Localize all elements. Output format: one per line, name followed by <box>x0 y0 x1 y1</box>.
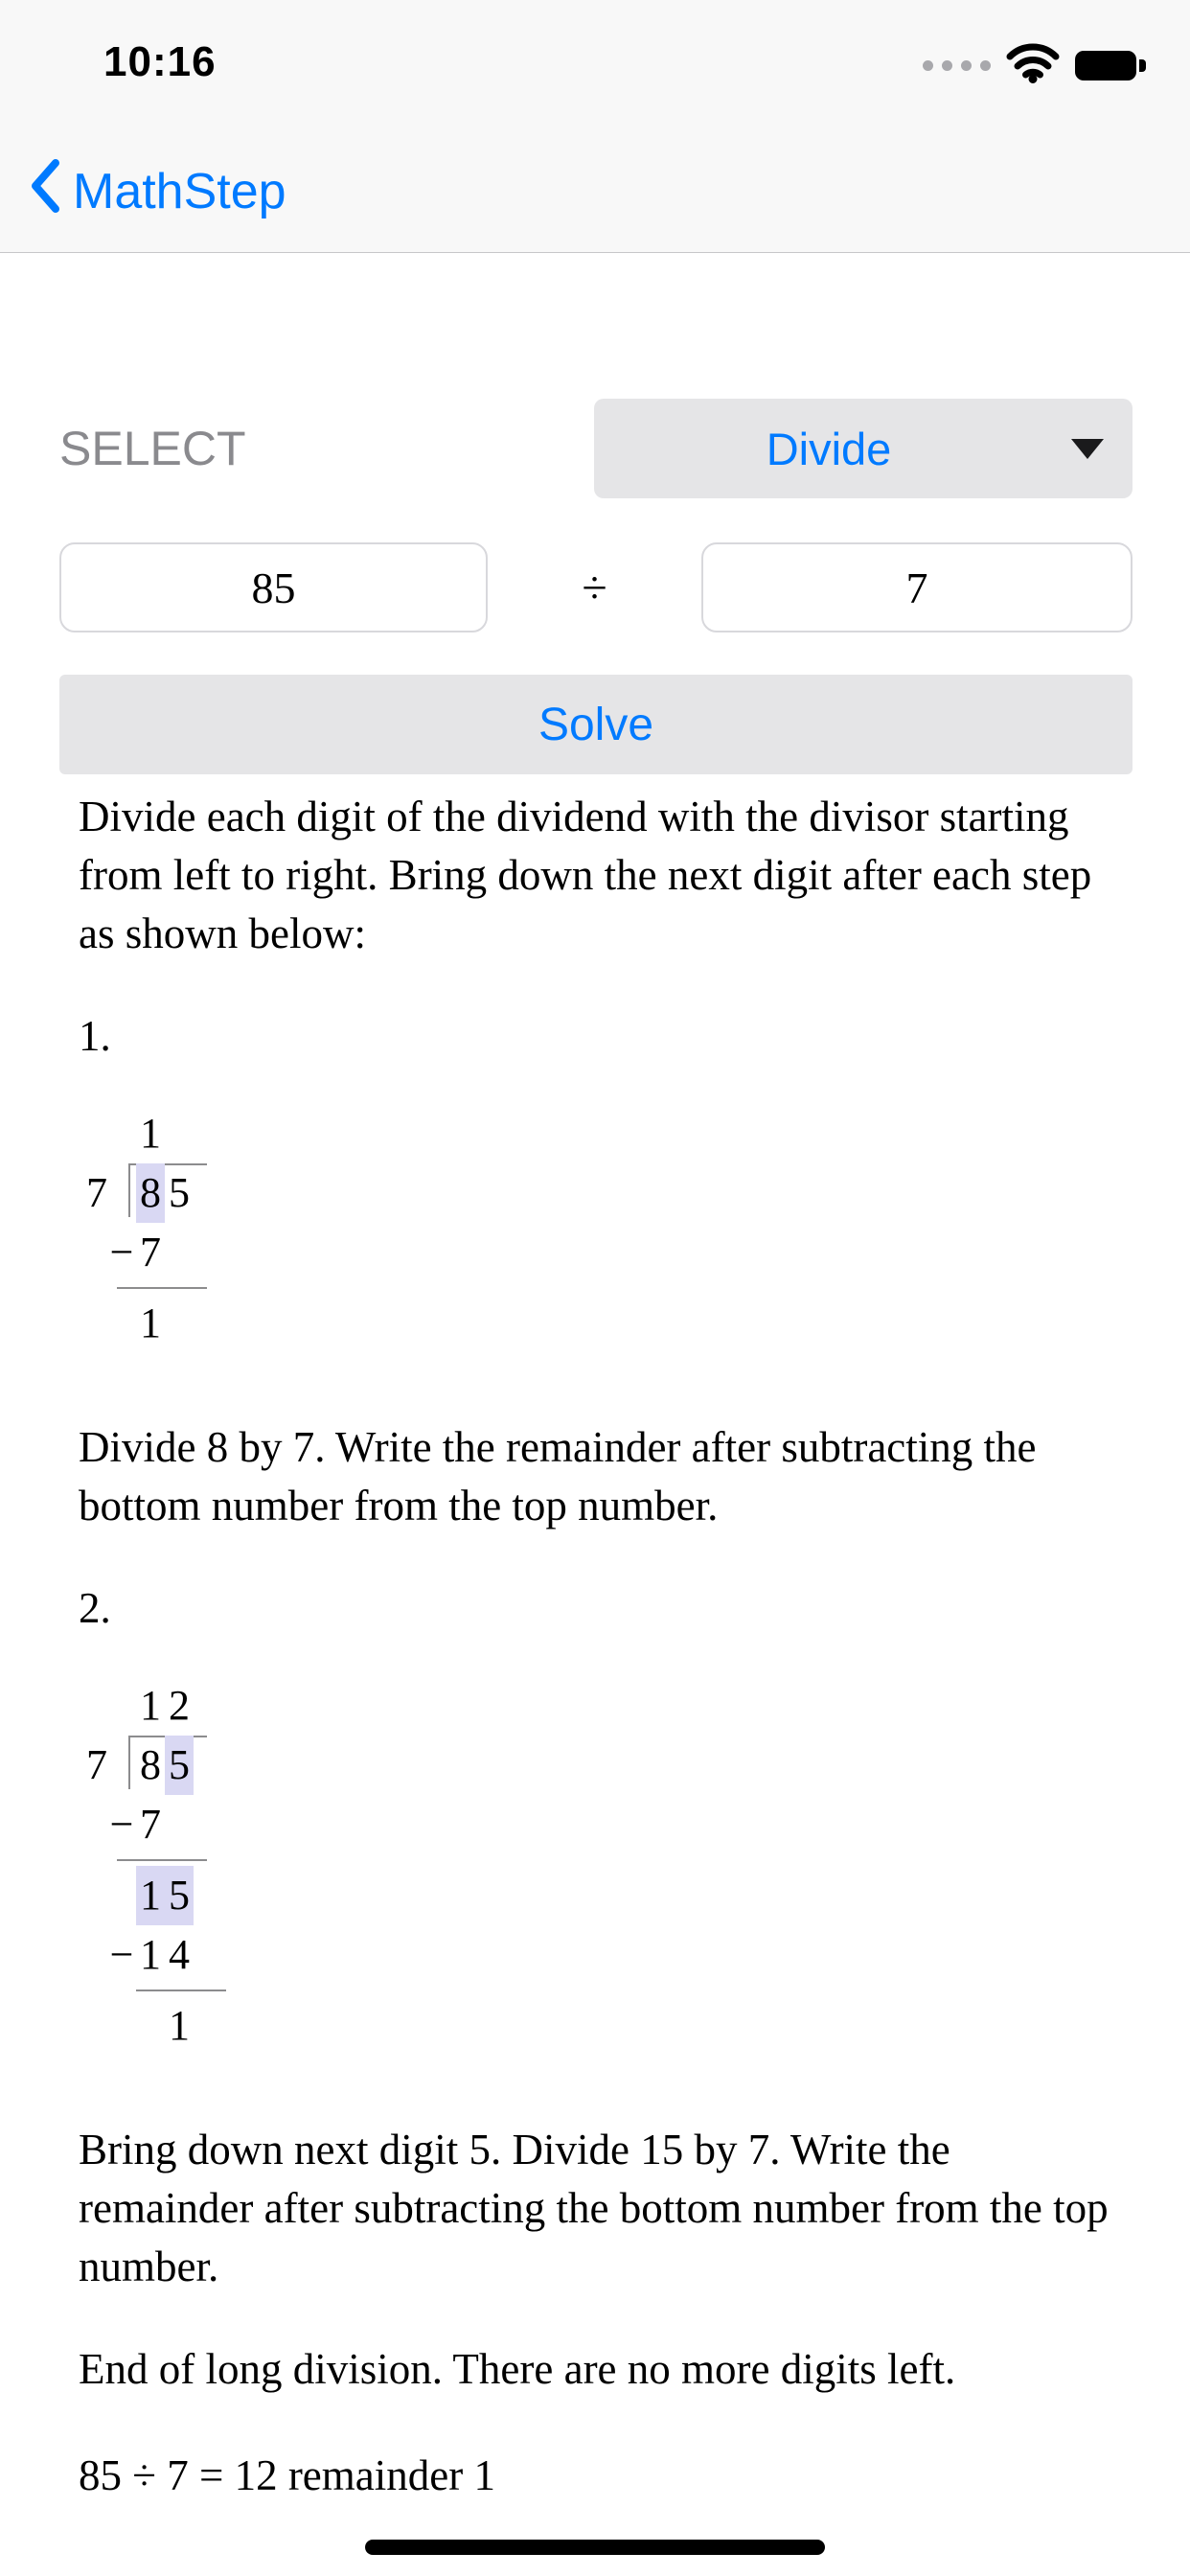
long-division-tableau <box>82 1676 312 2056</box>
tableau-rule-line <box>136 1990 226 1991</box>
digit-cell: 7 <box>140 1801 161 1848</box>
long-division-tableau <box>82 1104 312 1353</box>
digit-cell: 5 <box>169 1169 190 1216</box>
tableau-row <box>82 1294 293 1353</box>
step-number: 2. <box>79 1584 111 1632</box>
tableau-row <box>82 1866 293 1925</box>
tableau-rule-line <box>117 1859 207 1861</box>
signal-dot-icon <box>980 60 991 71</box>
divide-sign: ÷ <box>582 562 607 613</box>
digit-cell: 8 <box>136 1163 165 1223</box>
digit-cell: 2 <box>169 1682 190 1729</box>
status-nav-header <box>0 0 1190 253</box>
digit-cell: 1 <box>169 2002 190 2049</box>
tableau-row <box>82 1925 293 1985</box>
tableau-rule-line <box>117 1287 207 1289</box>
digit-cell: 5 <box>165 1866 194 1925</box>
chevron-left-icon <box>29 158 61 226</box>
step-number: 1. <box>79 1012 111 1060</box>
digit-cell: 8 <box>140 1741 161 1788</box>
digit-cell: − <box>109 1229 134 1276</box>
solve-button[interactable]: Solve <box>59 675 1133 774</box>
tableau-row <box>82 1163 293 1223</box>
digit-cell: 1 <box>140 1300 161 1346</box>
division-bracket-side <box>128 1163 130 1217</box>
tableau-row <box>82 1996 293 2056</box>
divisor-input[interactable] <box>701 542 1133 632</box>
battery-icon <box>1075 51 1136 80</box>
back-button-label: MathStep <box>73 164 286 219</box>
tableau-row <box>82 1676 293 1736</box>
tableau-row <box>82 1223 293 1282</box>
digit-cell: 5 <box>165 1736 194 1795</box>
digit-cell: 7 <box>86 1169 107 1216</box>
home-indicator[interactable] <box>365 2540 825 2555</box>
step-description: Divide 8 by 7. Write the remainder after subtracting the bottom number from the top number. <box>79 1423 1037 1530</box>
result-line: 85 ÷ 7 = 12 remainder 1 <box>79 2451 495 2499</box>
signal-dot-icon <box>961 60 972 71</box>
digit-cell: 4 <box>169 1931 190 1978</box>
intro-paragraph: Divide each digit of the dividend with the divisor starting from left to right. Bring down the next digit after each step as shown below: <box>79 793 1092 957</box>
tableau-row <box>82 1795 293 1854</box>
operation-dropdown[interactable] <box>594 399 1133 498</box>
end-note: End of long division. There are no more digits left. <box>79 2345 956 2393</box>
status-time: 10:16 <box>103 38 217 85</box>
operand-row <box>59 542 1133 632</box>
signal-dot-icon <box>942 60 952 71</box>
cellular-dots-icon <box>923 60 991 71</box>
caret-down-icon <box>1071 439 1104 459</box>
wifi-icon <box>1006 43 1060 88</box>
content-area <box>0 254 1190 2505</box>
digit-cell: 1 <box>140 1682 161 1729</box>
dividend-input[interactable] <box>59 542 488 632</box>
operation-dropdown-value: Divide <box>766 423 892 474</box>
digit-cell: 1 <box>140 1931 161 1978</box>
select-label: SELECT <box>59 422 246 475</box>
tableau-row <box>82 1736 293 1795</box>
status-icons <box>923 42 1136 88</box>
steps-container <box>0 1007 1190 2296</box>
digit-cell: − <box>109 1931 134 1978</box>
digit-cell: 1 <box>140 1110 161 1157</box>
digit-cell: 7 <box>140 1229 161 1276</box>
tableau-row <box>82 1104 293 1163</box>
back-button[interactable] <box>29 157 286 226</box>
digit-cell: 1 <box>136 1866 165 1925</box>
step-description: Bring down next digit 5. Divide 15 by 7. Write the remainder after subtracting the bottom number from the top number. <box>79 2126 1109 2290</box>
digit-cell: 7 <box>86 1741 107 1788</box>
division-bracket-side <box>128 1736 130 1789</box>
signal-dot-icon <box>923 60 933 71</box>
operation-select-row <box>59 399 1133 498</box>
digit-cell: − <box>109 1801 134 1848</box>
